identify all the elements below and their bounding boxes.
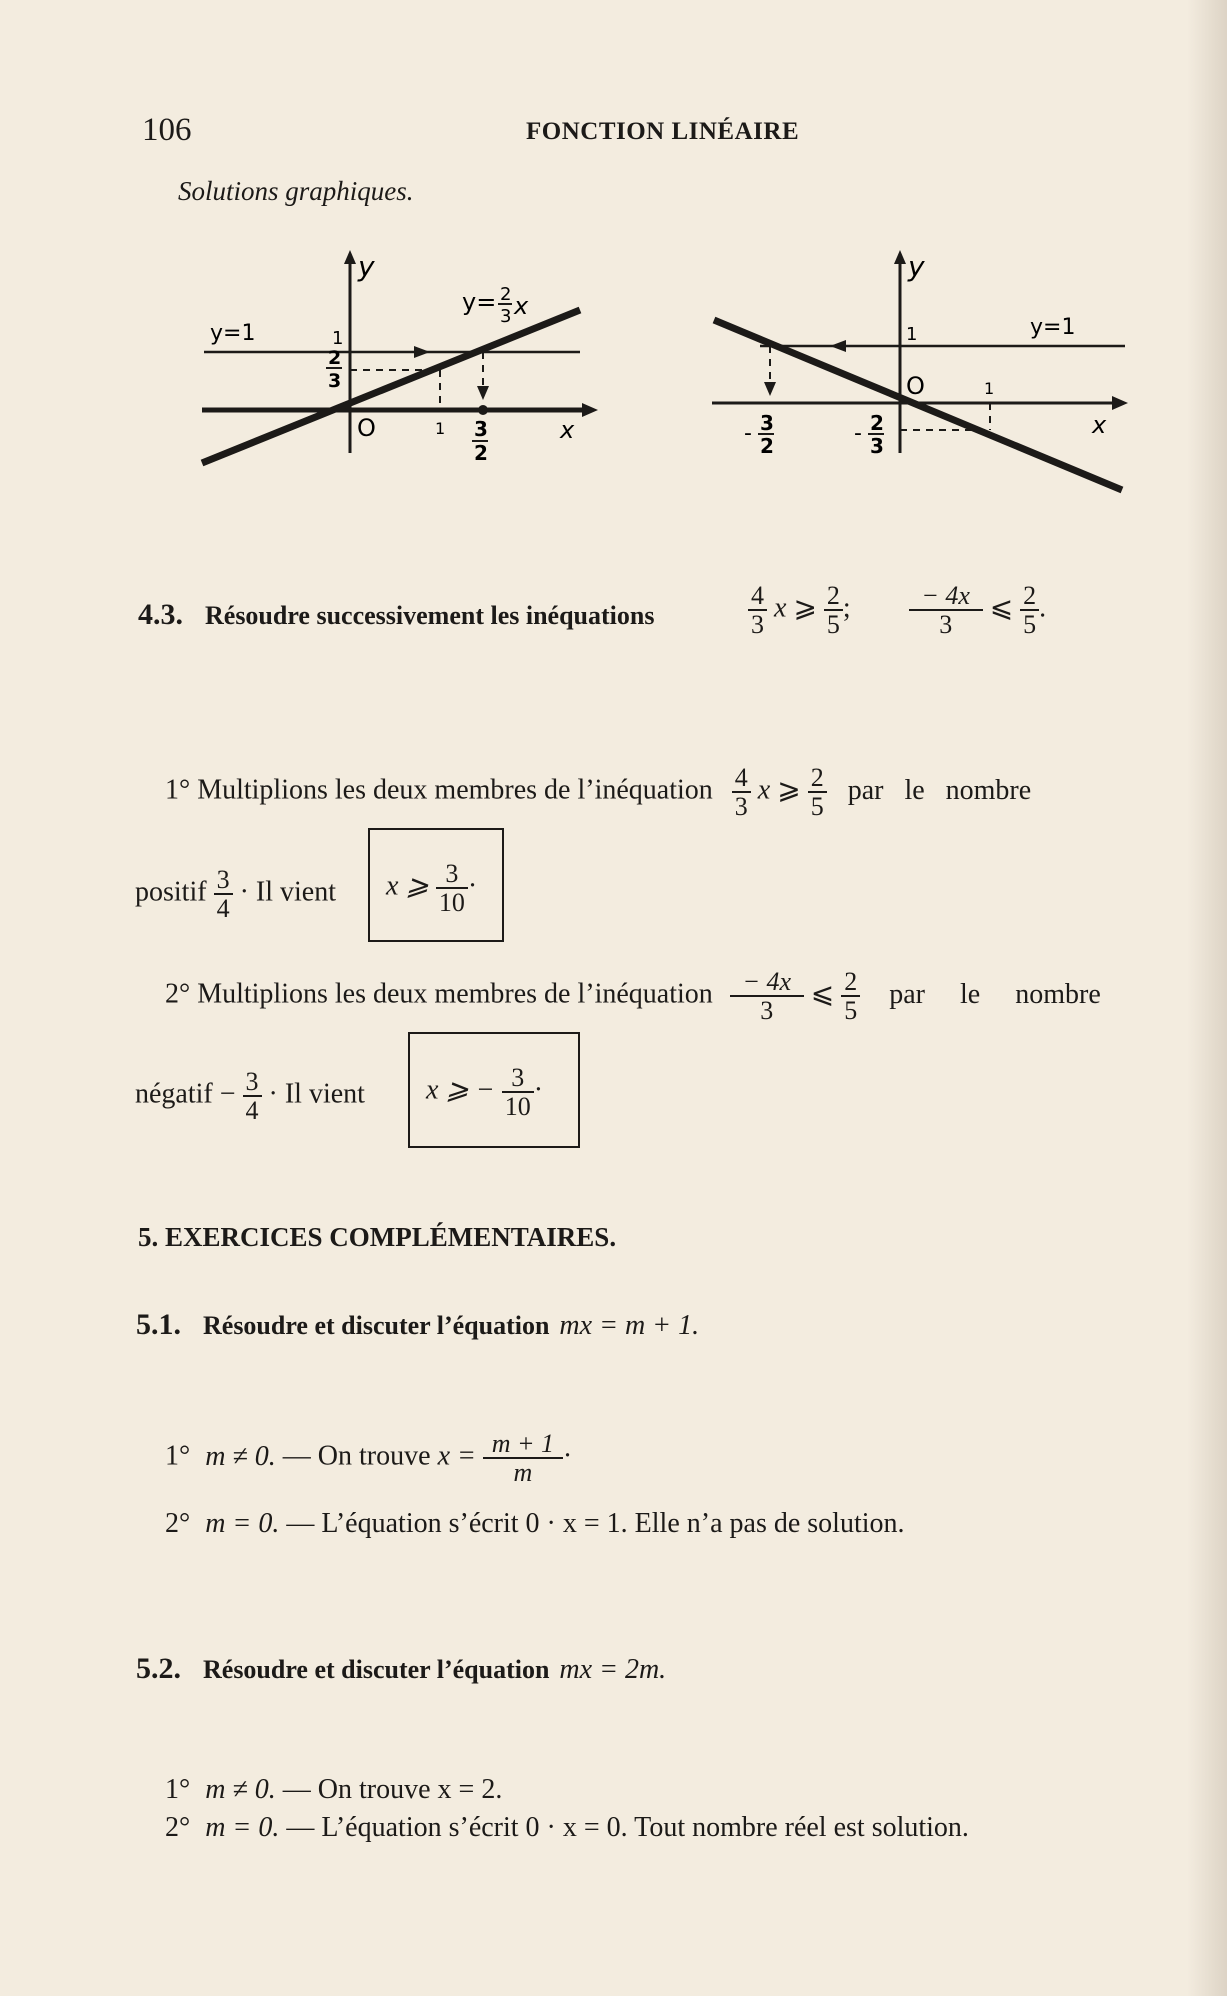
case-condition: m = 0. (205, 1508, 280, 1539)
graph-right-tick-1x: 1 (984, 379, 995, 398)
graph-left-frac-y-num: 2 (328, 347, 342, 369)
step1-result (386, 860, 477, 917)
exercise-number: 5.1. (136, 1308, 181, 1341)
exercise-equation: mx = 2m. (559, 1654, 667, 1685)
exercise-5-2-heading (136, 1652, 666, 1686)
case-text: — On trouve x = 2. (282, 1774, 503, 1805)
graph-left-eq-prefix: y= (462, 288, 497, 316)
graph-left (190, 248, 610, 478)
ex52-case1 (165, 1774, 502, 1806)
ineq1-lhs-frac: $\frac{4}{3}$ (748, 582, 767, 639)
step1-vient: · Il vient (239, 876, 336, 908)
step1-positif: positif (135, 876, 207, 908)
step2-negatif: négatif − (135, 1078, 236, 1110)
graph-right-proj-arrow (764, 382, 776, 396)
graph-left-y1-label: y=1 (210, 321, 256, 346)
page-edge-shadow (1187, 0, 1227, 1996)
step2-neg-frac: $\frac{3}{4}$ (243, 1068, 262, 1125)
graph-left-x-label: x (560, 416, 575, 444)
section-5-title: 5. EXERCICES COMPLÉMENTAIRES. (138, 1222, 617, 1252)
graph-right-frac-b-num: 2 (870, 411, 884, 435)
graph-left-y-arrow (344, 250, 356, 264)
graph-left-frac-x-den: 2 (474, 441, 488, 465)
case-lead: 1° (165, 1774, 191, 1805)
exercise-statement: Résoudre et discuter l’équation (203, 1655, 550, 1684)
graph-left-eq-var: x (514, 292, 529, 320)
step2-line1 (165, 968, 1101, 1025)
graph-right-frac-a-sign: - (744, 421, 752, 446)
graph-left-eq-den: 3 (500, 306, 512, 327)
step1-result-lhs: x ⩾ (386, 870, 429, 902)
ex51-case1 (165, 1430, 572, 1487)
step1-tail: par le nombre (847, 774, 1032, 806)
graph-left-main-line (202, 310, 580, 463)
ex51-case2 (165, 1508, 905, 1540)
graph-right-frac-b-sign: - (854, 421, 862, 446)
graph-left-frac-y-den: 3 (328, 370, 342, 392)
graph-right-frac-b-den: 3 (870, 434, 884, 458)
step1-line1 (165, 764, 1031, 821)
step1-pos-frac: $\frac{3}{4}$ (214, 866, 233, 923)
graph-right-y-label: y (908, 250, 925, 283)
case-condition: m ≠ 0. (205, 1440, 276, 1472)
ineq1-var: x (774, 592, 787, 624)
step2-line2 (135, 1068, 365, 1125)
step2-result (426, 1064, 543, 1121)
case-condition: m ≠ 0. (205, 1774, 276, 1805)
ineq2-rhs-frac: $\frac{2}{5}$ (1020, 582, 1039, 639)
case-frac: $\frac{m + 1}{m}$ (483, 1430, 563, 1487)
graph-right-x-label: x (1092, 411, 1107, 439)
ineq1-op: ⩾ (793, 592, 817, 624)
graph-left-eq-num: 2 (500, 284, 512, 305)
exercise-statement: Résoudre et discuter l’équation (203, 1311, 550, 1340)
step2-result-lhs: x ⩾ − (426, 1074, 495, 1106)
solutions-title: Solutions graphiques. (178, 176, 414, 206)
ineq2-op: ⩽ (989, 592, 1014, 624)
ineq1-rhs-frac: $\frac{2}{5}$ (824, 582, 843, 639)
case-end: · (562, 1440, 573, 1472)
page-number: 106 (142, 112, 192, 148)
graph-right-frac-a-num: 3 (760, 411, 774, 435)
case-text: — On trouve (282, 1440, 431, 1472)
exercise-statement: Résoudre successivement les inéquations (205, 601, 655, 630)
exercise-number: 4.3. (138, 598, 183, 631)
ex52-case2 (165, 1812, 969, 1844)
graph-right-frac-a-den: 2 (760, 434, 774, 458)
step2-lhs-frac: $\frac{- 4x}{3}$ (730, 968, 804, 1025)
step1-op: ⩾ (777, 774, 801, 806)
graph-left-proj-arrow (477, 386, 489, 400)
graph-right-origin: O (906, 372, 925, 400)
graph-left-point (478, 405, 488, 415)
case-lead: 2° (165, 1508, 191, 1539)
ineq1-sep: ; (842, 592, 851, 624)
case-condition: m = 0. (205, 1812, 280, 1843)
graph-right-y1-label: y=1 (1030, 315, 1076, 340)
step1-result-frac: $\frac{3}{10}$ (436, 860, 468, 917)
step1-lhs-frac: $\frac{4}{3}$ (732, 764, 751, 821)
exercise-number: 5.2. (136, 1652, 181, 1685)
step2-lead: 2° Multiplions les deux membres de l’inéquation (165, 978, 713, 1010)
step1-line2 (135, 866, 336, 923)
graph-right-y-arrow (894, 250, 906, 264)
graph-left-frac-x-num: 3 (474, 417, 488, 441)
step2-rhs-frac: $\frac{2}{5}$ (841, 968, 860, 1025)
step1-lead: 1° Multiplions les deux membres de l’inéquation (165, 774, 713, 806)
graph-right (700, 248, 1140, 508)
step1-var: x (757, 774, 771, 806)
graph-left-y-label: y (358, 250, 375, 283)
case-lead: 2° (165, 1812, 191, 1843)
exercise-equation: mx = m + 1. (559, 1310, 700, 1341)
case-lhs: x = (437, 1440, 476, 1472)
graph-left-line-arrow (414, 346, 430, 358)
case-text: — L’équation s’écrit 0 · x = 1. Elle n’a pas de solution. (286, 1508, 905, 1539)
step2-result-frac: $\frac{3}{10}$ (502, 1064, 534, 1121)
step2-op: ⩽ (810, 978, 835, 1010)
graph-left-x-arrow (582, 403, 598, 417)
exercise-4-3-heading (138, 598, 654, 632)
case-text: — L’équation s’écrit 0 · x = 0. Tout nombre réel est solution. (286, 1812, 969, 1843)
ineq2-lhs-frac: $\frac{- 4x}{3}$ (909, 582, 983, 639)
step2-result-end: · (533, 1074, 544, 1106)
step2-vient: · Il vient (268, 1078, 365, 1110)
exercise-4-3-inequations (748, 582, 1046, 639)
graph-right-line-arrow (830, 340, 846, 352)
graph-right-tick-1y: 1 (906, 324, 918, 345)
exercise-5-1-heading (136, 1308, 699, 1342)
step1-result-end: · (467, 870, 478, 902)
ineq2-end: . (1039, 592, 1047, 624)
graph-left-tick-1x: 1 (435, 419, 446, 438)
graph-left-origin: O (357, 414, 376, 442)
case-lead: 1° (165, 1440, 191, 1472)
graph-left-tick-1y: 1 (332, 328, 344, 349)
step1-rhs-frac: $\frac{2}{5}$ (808, 764, 827, 821)
graph-right-x-arrow (1112, 396, 1128, 410)
page-header-title: FONCTION LINÉAIRE (526, 118, 800, 145)
step2-tail: par le nombre (889, 978, 1101, 1010)
